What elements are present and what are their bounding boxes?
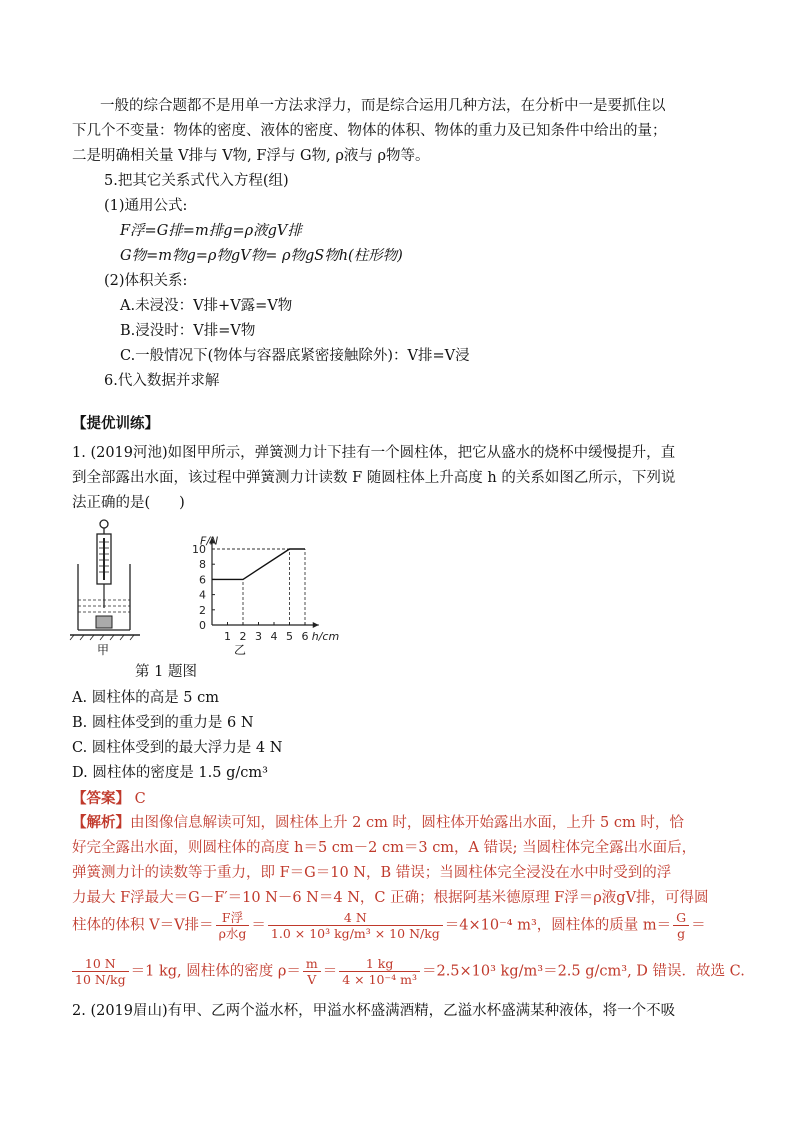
x-axis-label: h/cm — [311, 630, 340, 643]
volume-a: A.未浸没：V排+V露=V物 — [120, 298, 293, 314]
analysis-label: 【解析】 — [72, 814, 130, 831]
fraction-volume-values — [268, 910, 443, 941]
fraction-numerator: m — [303, 956, 321, 972]
section-title: 【提优训练】 — [72, 415, 159, 432]
x-axis-arrow — [313, 622, 319, 628]
fraction-denominator: 1.0 × 10³ kg/m³ × 10 N/kg — [270, 926, 440, 941]
analysis-line-1 — [72, 813, 684, 833]
mass-result: ＝1 kg, 圆柱体的密度 ρ＝ — [130, 963, 301, 980]
x-tick-label: 4 — [270, 630, 278, 643]
q1-line-1: 1. (2019河池)如图甲所示，弹簧测力计下挂有一个圆柱体，把它从盛水的烧杯中缓慢提升，直 — [72, 445, 676, 461]
figure-caption: 第 1 题图 — [135, 664, 197, 680]
analysis-mass-density-line — [72, 956, 745, 987]
volume-result: ＝4×10⁻⁴ m³，圆柱体的质量 m＝ — [444, 917, 672, 934]
fraction-buoyancy-over-rho-g — [216, 910, 250, 941]
intro-line-2: 下几个不变量：物体的密度、液体的密度、物体的体积、物体的重力及已知条件中给出的量； — [72, 123, 667, 139]
figure-force-height-chart — [160, 513, 340, 643]
answer-label: 【答案】 — [72, 790, 130, 807]
step-6: 6.代入数据并求解 — [104, 373, 220, 389]
fraction-denominator: 10 N/kg — [75, 972, 126, 987]
series-line — [212, 549, 305, 579]
fraction-numerator: G — [673, 910, 689, 926]
x-tick-label: 1 — [224, 630, 231, 643]
fraction-denominator: 4 × 10⁻⁴ m³ — [342, 972, 417, 987]
fraction-numerator: 10 N — [72, 956, 129, 972]
fraction-numerator: 1 kg — [339, 956, 420, 972]
y-tick-label: 2 — [199, 603, 206, 617]
y-axis-label: F/N — [200, 534, 219, 548]
formula-buoyancy: F浮=G排=m排g=ρ液gV排 — [120, 223, 302, 239]
option-a: A. 圆柱体的高是 5 cm — [72, 690, 220, 706]
figure-label-b: 乙 — [234, 643, 247, 657]
fraction-numerator: 4 N — [268, 910, 443, 926]
q1-line-2: 到全部露出水面，该过程中弹簧测力计读数 F 随圆柱体上升高度 h 的关系如图乙所示，下列说 — [72, 470, 676, 486]
fraction-g-over-g — [673, 910, 689, 941]
y-tick-label: 10 — [192, 543, 206, 556]
q1-line-3: 法正确的是( ) — [72, 495, 185, 511]
fraction-denominator: ρ水g — [218, 926, 247, 941]
y-tick-label: 8 — [199, 558, 206, 572]
option-b: B. 圆柱体受到的重力是 6 N — [72, 715, 254, 731]
fraction-numerator: F浮 — [216, 910, 250, 926]
analysis-line-3: 弹簧测力计的读数等于重力，即 F＝G＝10 N，B 错误；当圆柱体完全浸没在水中时受到的浮 — [72, 865, 672, 881]
analysis-volume-line: 柱体的体积 V＝V排＝ $\frac{\text{F浮}}{\text{ρ水g}}$ ＝ $\frac{4 N}{\text{1.0 × 10³ kg/m³ × 10 N/kg}}$ ＝4×10⁻⁴ m³，圆柱体的质量 m＝ $\frac{G}{g}$ ＝ — [72, 910, 706, 941]
fraction-denominator: g — [677, 926, 686, 941]
y-tick-label: 0 — [199, 619, 206, 632]
fraction-m-over-v — [303, 956, 321, 987]
volume-c: C.一般情况下(物体与容器底紧密接触除外)：V排=V浸 — [120, 348, 470, 364]
fraction-mass-values — [72, 956, 129, 987]
rho-equals: ＝ — [322, 963, 338, 980]
y-tick-label: 6 — [199, 573, 206, 587]
analysis-line-4: 力最大 F浮最大＝G－F′＝10 N－6 N＝4 N，C 正确；根据阿基米德原理 F浮＝ρ液gV排，可得圆 — [72, 890, 709, 906]
analysis-text-1: 由图像信息解读可知，圆柱体上升 2 cm 时，圆柱体开始露出水面，上升 5 cm 时，恰 — [130, 815, 684, 831]
volume-relation-label: (2)体积关系: — [104, 273, 188, 289]
option-d: D. 圆柱体的密度是 1.5 g/cm³ — [72, 765, 268, 781]
answer-line — [72, 789, 146, 809]
y-tick-label: 4 — [199, 588, 206, 602]
intro-line-3: 二是明确相关量 V排与 V物, F浮与 G物, ρ液与 ρ物等。 — [72, 148, 430, 164]
x-tick-label: 3 — [255, 630, 262, 643]
answer-value: C — [134, 791, 146, 807]
fraction-density-values — [339, 956, 420, 987]
x-tick-label: 5 — [286, 630, 293, 643]
option-c: C. 圆柱体受到的最大浮力是 4 N — [72, 740, 283, 756]
q2-line-1: 2. (2019眉山)有甲、乙两个溢水杯，甲溢水杯盛满酒精，乙溢水杯盛满某种液体，将一个不吸 — [72, 1003, 676, 1019]
formula-weight: G物=m物g=ρ物gV物= ρ物gS物h(柱形物) — [120, 248, 403, 264]
x-tick-label: 6 — [301, 630, 309, 643]
figure-label-a: 甲 — [97, 643, 110, 657]
volume-prefix: 柱体的体积 V＝V排＝ — [72, 917, 214, 934]
mass-equals: ＝ — [691, 917, 706, 934]
density-result: ＝2.5×10³ kg/m³＝2.5 g/cm³, D 错误．故选 C. — [421, 963, 745, 980]
fraction-denominator: V — [307, 972, 317, 987]
x-tick-label: 2 — [239, 630, 247, 643]
step-5: 5.把其它关系式代入方程(组) — [104, 173, 289, 189]
figure-spring-scale — [70, 518, 142, 640]
intro-line-1: 一般的综合题都不是用单一方法求浮力，而是综合运用几种方法，在分析中一是要抓住以 — [100, 98, 666, 114]
volume-b: B.浸没时：V排=V物 — [120, 323, 256, 339]
analysis-line-2: 好完全露出水面，则圆柱体的高度 h＝5 cm－2 cm＝3 cm，A 错误; 当圆柱体完全露出水面后， — [72, 840, 697, 856]
general-formula-label: (1)通用公式: — [104, 198, 188, 214]
